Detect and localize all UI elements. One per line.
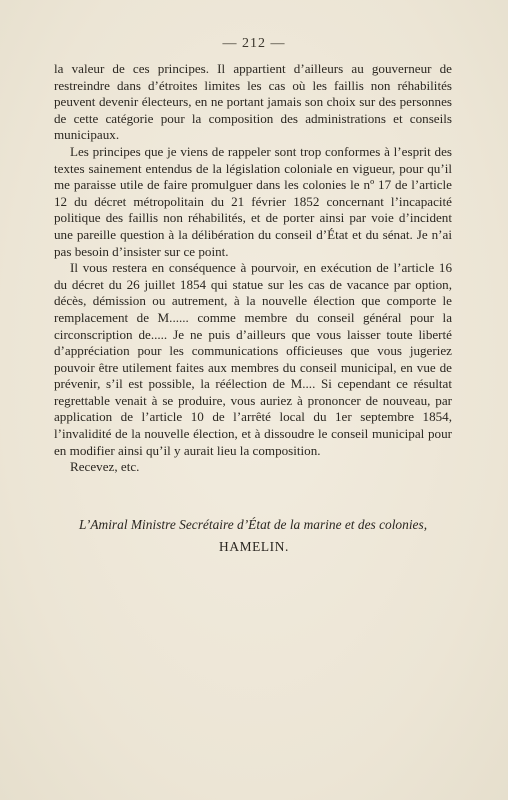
paragraph: Les principes que je viens de rappeler sont trop conformes à l’esprit des textes sainement entendus de la législation coloniale en vigueur, pour qu’il me paraisse utile de faire promulguer dans les colonies le nº 17 de l’article 12 du décret métropolitain du 21 février 1852 concernant l’incapacité politique des faillis non réhabilités, et de porter ainsi par voie d’incident une pareille question à la délibération du conseil d’État et du sénat. Je n’ai pas besoin d’insister sur ce point. bbox=[54, 143, 452, 259]
signature-name: HAMELIN. bbox=[219, 539, 289, 554]
page-number: — 212 — bbox=[222, 36, 286, 51]
closing-formula: Recevez, etc. bbox=[70, 459, 140, 475]
paragraph-continuation: la valeur de ces principes. Il appartient d’ailleurs au gouverneur de restreindre dans d’étroites limites les cas où les faillis non réhabilités peuvent devenir électeurs, en ne portant jamais son choix sur des personnes de cette catégorie pour la composition des administrations et conseils municipaux. bbox=[54, 61, 452, 143]
paragraph: Il vous restera en conséquence à pourvoir, en exécution de l’article 16 du décret du 26 juillet 1854 qui statue sur les cas de vacance par option, décès, démission ou autrement, à la nouvelle élection que comporte le remplacement de M...... comme membre du conseil général pour la circonscription de..... Je ne puis d’ailleurs que vous laisser toute liberté d’appréciation pour les communications officieuses que vous jugeriez pouvoir être utilement faites aux membres du conseil municipal, en vue de prévenir, s’il est possible, la réélection de M.... Si cependant ce résultat regrettable venait à se produire, vous auriez à prononcer de nouveau, par application de l’article 10 de l’arrêté local du 1er septembre 1854, l’invalidité de la nouvelle élection, et à dissoudre le conseil municipal pour en modifier ainsi qu’il y aurait lieu la composition. bbox=[54, 260, 452, 458]
signature-title: L’Amiral Ministre Secrétaire d’État de la marine et des colonies, bbox=[78, 517, 428, 532]
body-text bbox=[54, 61, 452, 476]
